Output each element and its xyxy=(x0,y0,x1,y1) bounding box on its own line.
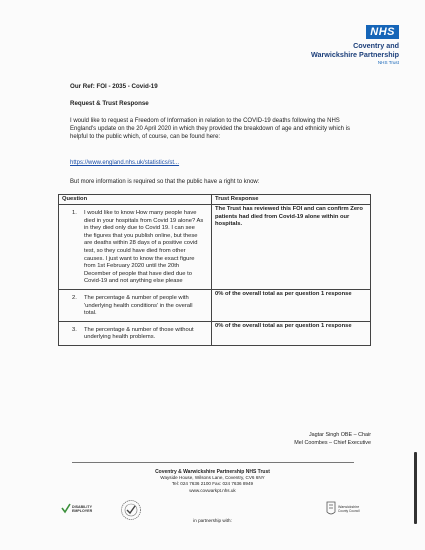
footer-address-line: Wayside House, Wilsons Lane, Coventry, CV6 6NY xyxy=(160,475,265,481)
response-text: 0% of the overall total as per question 1 response xyxy=(215,322,352,329)
response-cell xyxy=(212,321,371,345)
question-number: 3. xyxy=(72,326,77,333)
question-number: 2. xyxy=(72,294,77,301)
table-header-row xyxy=(59,195,371,205)
response-cell xyxy=(212,205,371,290)
signatories xyxy=(294,432,371,447)
question-cell xyxy=(59,289,212,321)
table-row xyxy=(59,321,371,345)
column-header-response: Trust Response xyxy=(212,195,371,205)
footer-phone: Tel: 024 7636 2100 Fax: 024 7636 8949 xyxy=(171,481,254,487)
scrollbar[interactable] xyxy=(414,452,417,524)
warwickshire-county-council-logo xyxy=(325,500,365,518)
disability-logo-line2: EMPLOYER xyxy=(72,509,93,513)
statistics-link[interactable]: https://www.england.nhs.uk/statistics/st... xyxy=(70,160,180,166)
partnership-label: in partnership with: xyxy=(193,518,232,523)
response-text: 0% of the overall total as per question 1 response xyxy=(215,290,352,297)
trust-name xyxy=(311,42,399,59)
trust-name-line2: Warwickshire Partnership xyxy=(310,49,399,59)
footer-trust-name: Coventry & Warwickshire Partnership NHS Trust xyxy=(155,469,270,475)
column-header-question: Question xyxy=(59,195,212,205)
nhs-logo: NHS xyxy=(366,25,399,39)
trust-name-line1: Coventry and xyxy=(353,41,399,50)
footer-website: www.covwarkpt.nhs.uk xyxy=(189,487,236,493)
question-cell xyxy=(59,321,212,345)
question-number: 1. xyxy=(72,210,77,216)
info-paragraph: But more information is required so that the public have a right to know: xyxy=(70,179,260,185)
disability-logo-line1: DISABILITY xyxy=(72,505,92,509)
response-text: The Trust has reviewed this FOI and can confirm Zero patients had died from Covid-19 alone within our hospitals. xyxy=(215,206,363,228)
request-paragraph: I would like to request a Freedom of Information in relation to the COVID-19 deaths following the NHS England's update on the 20 April 2020 in which they provided the breakdown of age and ethnicity which is helpful to the public which, of course, can be found here: xyxy=(70,118,350,140)
chair-name: Jagtar Singh OBE – Chair xyxy=(308,432,371,438)
question-text: The percentage & number of people with 'underlying health conditions' in the overall total. xyxy=(84,294,193,317)
section-heading: Request & Trust Response xyxy=(70,100,149,107)
response-cell xyxy=(212,289,371,321)
table-row xyxy=(59,205,371,290)
question-cell xyxy=(59,205,212,290)
wcc-logo-line1: Warwickshire xyxy=(338,505,360,509)
footer-address xyxy=(0,469,425,494)
reference-number: Our Ref: FOI - 2035 - Covid-19 xyxy=(70,83,158,90)
wcc-logo-line2: County Council xyxy=(338,509,360,513)
trust-header xyxy=(311,22,399,65)
chief-executive-name: Mel Coombes – Chief Executive xyxy=(294,439,371,446)
question-text: The percentage & number of those without underlying health problems. xyxy=(84,326,194,341)
question-text: I would like to know How many people have died in your hospitals from Covid 19 alone? As in they died only due to Covid 19. I can see the figures that you publish online, but these are deaths within 28 days of a positive covid test, so they could have died from other causes. I just want to know the exact figure from 1st February 2020 until the 20th December of people that have died due to Covid-19 and not anything else please xyxy=(84,210,204,285)
trust-subtitle: NHS Trust xyxy=(377,60,399,65)
foi-table xyxy=(58,194,371,346)
footer-divider xyxy=(72,462,354,463)
disability-employer-logo xyxy=(60,502,94,518)
table-row xyxy=(59,289,371,321)
